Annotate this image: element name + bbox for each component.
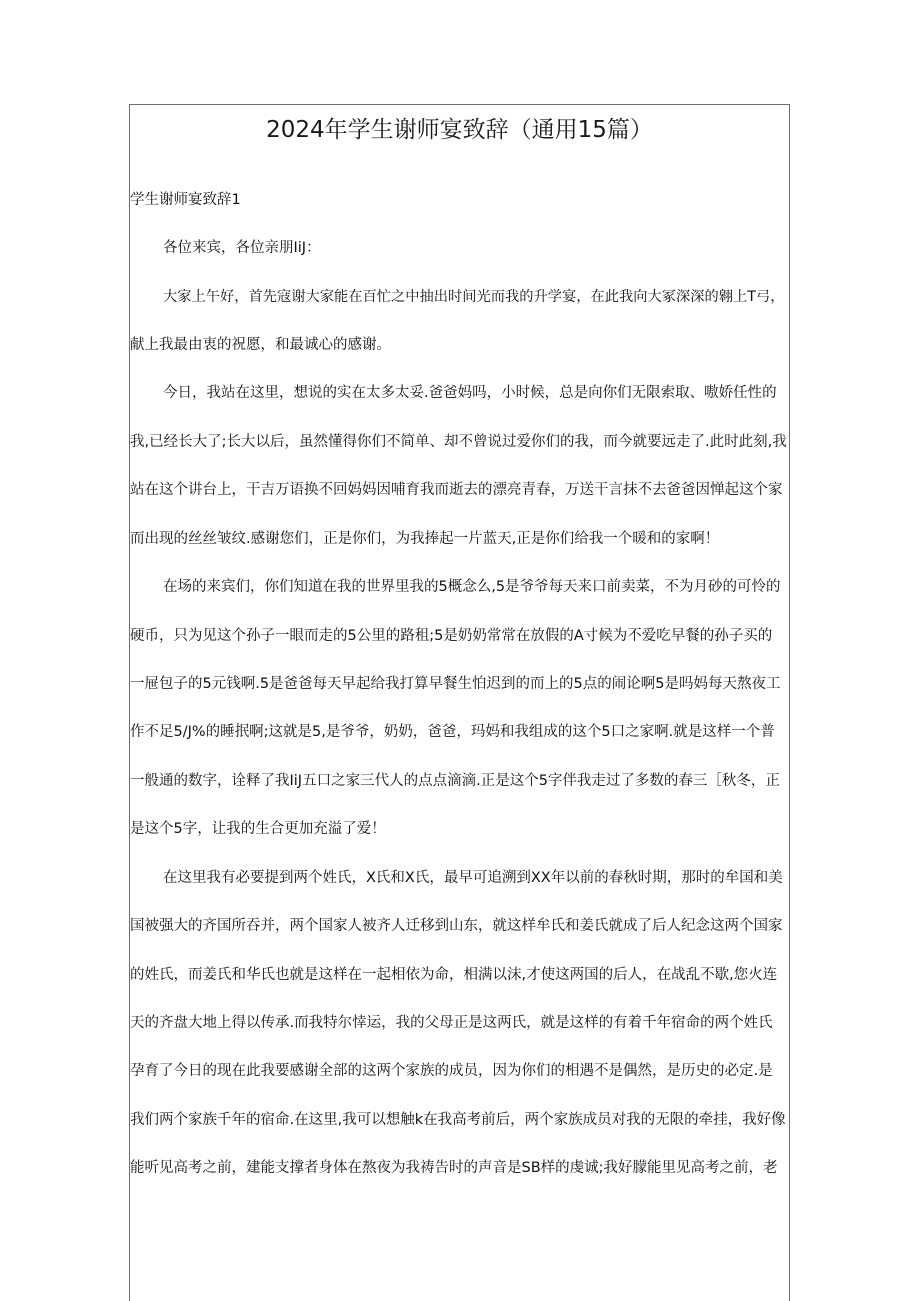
paragraph-line: 能听见高考之前，建能支撑者身体在熬夜为我祷告时的声音是SB样的虔诚;我好朦能里见高考之前，老 bbox=[130, 1160, 778, 1176]
paragraph-line: 是这个5字，让我的生合更加充溢了爱！ bbox=[130, 821, 386, 837]
paragraph-line: 一般通的数字，诠释了我IiJ五口之家三代人的点点滴滴.正是这个5字伴我走过了多数的春三［秋冬，正 bbox=[130, 773, 780, 789]
paragraph-line: 而出现的丝丝皱纹.感谢您们，正是你们，为我捧起一片蓝天,正是你们给我一个暖和的家啊！ bbox=[130, 531, 720, 547]
paragraph-line: 我们两个家族千年的宿命.在这里,我可以想触k在我高考前后，两个家族成员对我的无限的牵挂，我好像 bbox=[130, 1112, 786, 1128]
paragraph-line: 在这里我有必要提到两个姓氏，X氏和X氏，最早可追溯到XX年以前的春秋时期，那时的牟国和美 bbox=[163, 870, 783, 886]
section-heading: 学生谢师宴致辞1 bbox=[130, 192, 241, 208]
paragraph-line: 大家上午好，首先寇谢大家能在百忙之中抽出时间光而我的升学宴，在此我向大冢深深的翱上T弓， bbox=[163, 289, 785, 305]
paragraph-line: 各位来宾，各位亲朋IiJ： bbox=[163, 240, 321, 256]
paragraph-line: 国被强大的齐国所吞并，两个国家人被齐人迁移到山东，就这样牟氏和姜氏就成了后人纪念这两个国家 bbox=[130, 918, 783, 934]
paragraph-line: 硬币，只为见这个孙子一眼而走的5公里的路租;5是奶奶常常在放假的A寸候为不爱吃早餐的孙子买的 bbox=[130, 628, 773, 644]
paragraph-line: 站在这个讲台上，干吉万语换不回妈妈因哺育我而逝去的漂亮青春，万送干言抹不去爸爸因惮起这个家 bbox=[130, 482, 783, 498]
paragraph-line: 今日，我站在这里，想说的实在太多太妥.爸爸妈吗，小时候，总是向你们无限索取、嗷娇任性的 bbox=[163, 385, 777, 401]
paragraph-line: 一屉包子的5元钱啊.5是爸爸每天早起给我打算早餐生怕迟到的而上的5点的闹论啊5是吗妈每天熬夜工 bbox=[130, 676, 781, 692]
paragraph-line: 作不足5/J%的睡抿啊;这就是5,是爷爷，奶奶，爸爸，玛妈和我组成的这个5口之家啊.就是这样一个普 bbox=[130, 724, 775, 740]
paragraph-line: 在场的来宾们，你们知道在我的世界里我的5概念么,5是爷爷每天来口前卖菜，不为月砂的可怜的 bbox=[163, 579, 781, 595]
paragraph-line: 的姓氏，而姜氏和华氏也就是这样在一起相依为命，相满以沫,才使这两国的后人，在战乱不歇,您火连 bbox=[130, 967, 778, 983]
page-title: 2024年学生谢师宴致辞（通用15篇） bbox=[266, 117, 653, 143]
paragraph-line: 天的齐盘大地上得以传承.而我特尔悻运，我的父母正是这两氏，就是这样的有着千年宿命的两个姓氏 bbox=[130, 1015, 773, 1031]
paragraph-line: 我,已经长大了;长大以后，虽然懂得你们不简单、却不曾说过爱你们的我，而今就要远走了.此时此刻,我 bbox=[130, 434, 787, 450]
paragraph-line: 献上我最由衷的祝愿，和最诚心的感谢。 bbox=[130, 337, 391, 353]
paragraph-line: 孕育了今日的现在此我要感谢全部的这两个家族的成员，因为你们的相遇不是偶然，是历史的必定.是 bbox=[130, 1063, 773, 1079]
